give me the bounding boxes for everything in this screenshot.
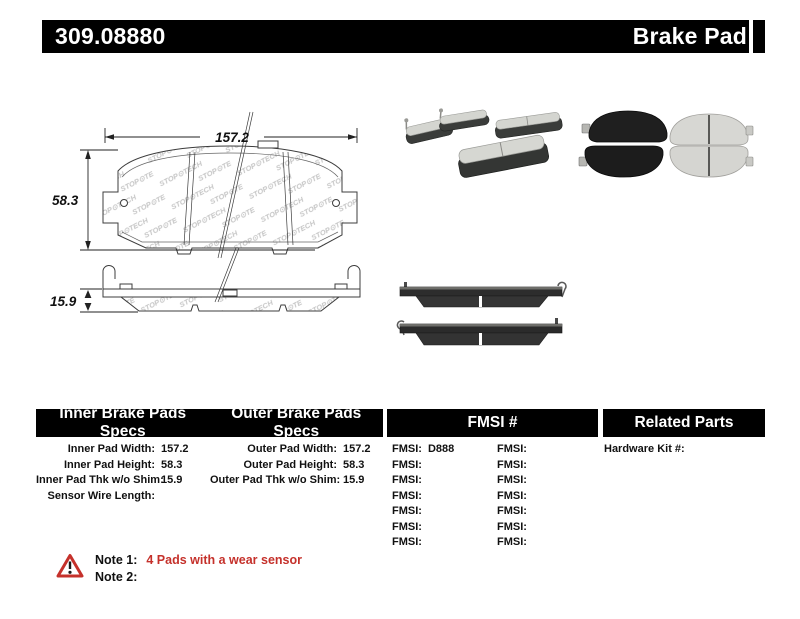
- warning-triangle-icon: [56, 553, 84, 579]
- pad-photo-angled-group: [402, 101, 563, 178]
- spec-label: Inner Pad Width:: [67, 443, 155, 455]
- spec-value: 157.2: [343, 443, 371, 455]
- dim-thickness-label: 15.9: [50, 294, 77, 309]
- spec-label: FMSI:: [392, 536, 422, 548]
- fmsi-row: [392, 520, 454, 536]
- related-parts-header: Related Parts: [603, 409, 765, 437]
- pad-photo-profile: [400, 282, 566, 307]
- spec-value: D888: [427, 443, 455, 455]
- spec-label: FMSI:: [392, 505, 422, 517]
- spec-label: Outer Pad Width:: [247, 443, 337, 455]
- front-pad-outline: [103, 146, 357, 254]
- related-row: [604, 442, 691, 458]
- pad-photo-back: [582, 111, 667, 142]
- spec-row: [36, 442, 189, 458]
- spec-label: FMSI:: [497, 520, 527, 533]
- fmsi-row: [392, 489, 454, 505]
- spec-label: FMSI:: [392, 489, 422, 502]
- fmsi-row: [392, 504, 454, 520]
- spec-label: FMSI:: [392, 458, 422, 471]
- fmsi-row: [497, 504, 533, 520]
- pad-photo-front: [670, 146, 753, 177]
- header-separator: [749, 20, 753, 53]
- product-title: Brake Pad: [632, 23, 747, 49]
- right-clip: [348, 265, 360, 289]
- pad-photo-angled: [437, 101, 490, 132]
- spec-row: [36, 458, 189, 474]
- inner-specs-header: Inner Brake Pads Specs: [59, 405, 187, 440]
- note-1-text: 4 Pads with a wear sensor: [146, 553, 302, 567]
- note-1-label: Note 1:: [95, 553, 138, 567]
- fmsi-row: [392, 473, 454, 489]
- note-2-label: Note 2:: [95, 570, 138, 584]
- pad-photo-flat-group: [579, 111, 753, 177]
- left-clip: [103, 265, 115, 289]
- spec-label: FMSI:: [392, 443, 422, 455]
- dimension-width: [105, 128, 357, 145]
- related-parts-column: [604, 442, 691, 458]
- side-friction: [121, 297, 339, 311]
- fmsi-row: [497, 473, 533, 489]
- part-number: 309.08880: [55, 23, 166, 49]
- fmsi-row: [392, 458, 454, 474]
- spec-label: FMSI:: [497, 489, 527, 502]
- spec-label: Outer Pad Height:: [243, 458, 337, 471]
- dim-width-label: 157.2: [215, 130, 249, 145]
- right-ear-hole: [333, 200, 340, 207]
- front-pad-top-notch: [258, 141, 278, 148]
- spec-label: Sensor Wire Length:: [47, 489, 155, 502]
- side-view: [103, 248, 360, 311]
- header-bar: [42, 20, 765, 53]
- spec-label: FMSI:: [497, 536, 527, 548]
- pad-photo-back: [579, 146, 663, 177]
- spec-label: FMSI:: [497, 443, 527, 455]
- spec-value: 58.3: [343, 458, 365, 471]
- fmsi-column-1: [392, 442, 454, 551]
- inner-specs-column: [36, 442, 189, 504]
- dim-height-label: 58.3: [52, 193, 79, 208]
- spec-row: [210, 473, 371, 489]
- spec-label: FMSI:: [497, 474, 527, 486]
- spec-label: Inner Pad Height:: [63, 458, 155, 471]
- technical-drawing: [30, 95, 390, 370]
- fmsi-row: [392, 442, 454, 458]
- pads-specs-header: [36, 405, 383, 440]
- fmsi-row: [497, 535, 533, 551]
- fmsi-column-2: [497, 442, 533, 551]
- left-ear-hole: [121, 200, 128, 207]
- fmsi-row: [497, 442, 533, 458]
- pad-photo-angled: [456, 134, 550, 179]
- spec-label: Inner Pad Thk w/o Shim:: [36, 474, 164, 486]
- spec-value: 15.9: [343, 474, 365, 486]
- fmsi-row: [497, 489, 533, 505]
- spec-value: 15.9: [161, 474, 183, 486]
- fmsi-row: [497, 458, 533, 474]
- note-1: [95, 552, 302, 569]
- pad-photo-front: [670, 114, 753, 145]
- product-photos: [390, 90, 770, 365]
- spec-row: [36, 473, 189, 489]
- note-2: [95, 569, 146, 586]
- spec-row: [36, 489, 189, 505]
- spec-value: 58.3: [161, 458, 183, 471]
- spec-label: Hardware Kit #:: [604, 443, 685, 455]
- spec-label: FMSI:: [497, 505, 527, 517]
- fmsi-row: [497, 520, 533, 536]
- spec-row: [210, 442, 371, 458]
- spec-row: [210, 458, 371, 474]
- spec-label: FMSI:: [392, 474, 422, 486]
- outer-specs-header: Outer Brake Pads Specs: [231, 405, 362, 440]
- pad-photo-profile: [397, 318, 562, 345]
- spec-label: FMSI:: [497, 458, 527, 471]
- spec-label: Outer Pad Thk w/o Shim:: [210, 474, 341, 486]
- fmsi-header: FMSI #: [387, 409, 598, 437]
- spec-label: FMSI:: [392, 520, 422, 533]
- fmsi-row: [392, 535, 454, 551]
- spec-value: 157.2: [161, 443, 189, 455]
- pad-photo-profile-group: [397, 282, 566, 345]
- outer-specs-column: [210, 442, 371, 489]
- pad-photo-angled: [494, 112, 563, 139]
